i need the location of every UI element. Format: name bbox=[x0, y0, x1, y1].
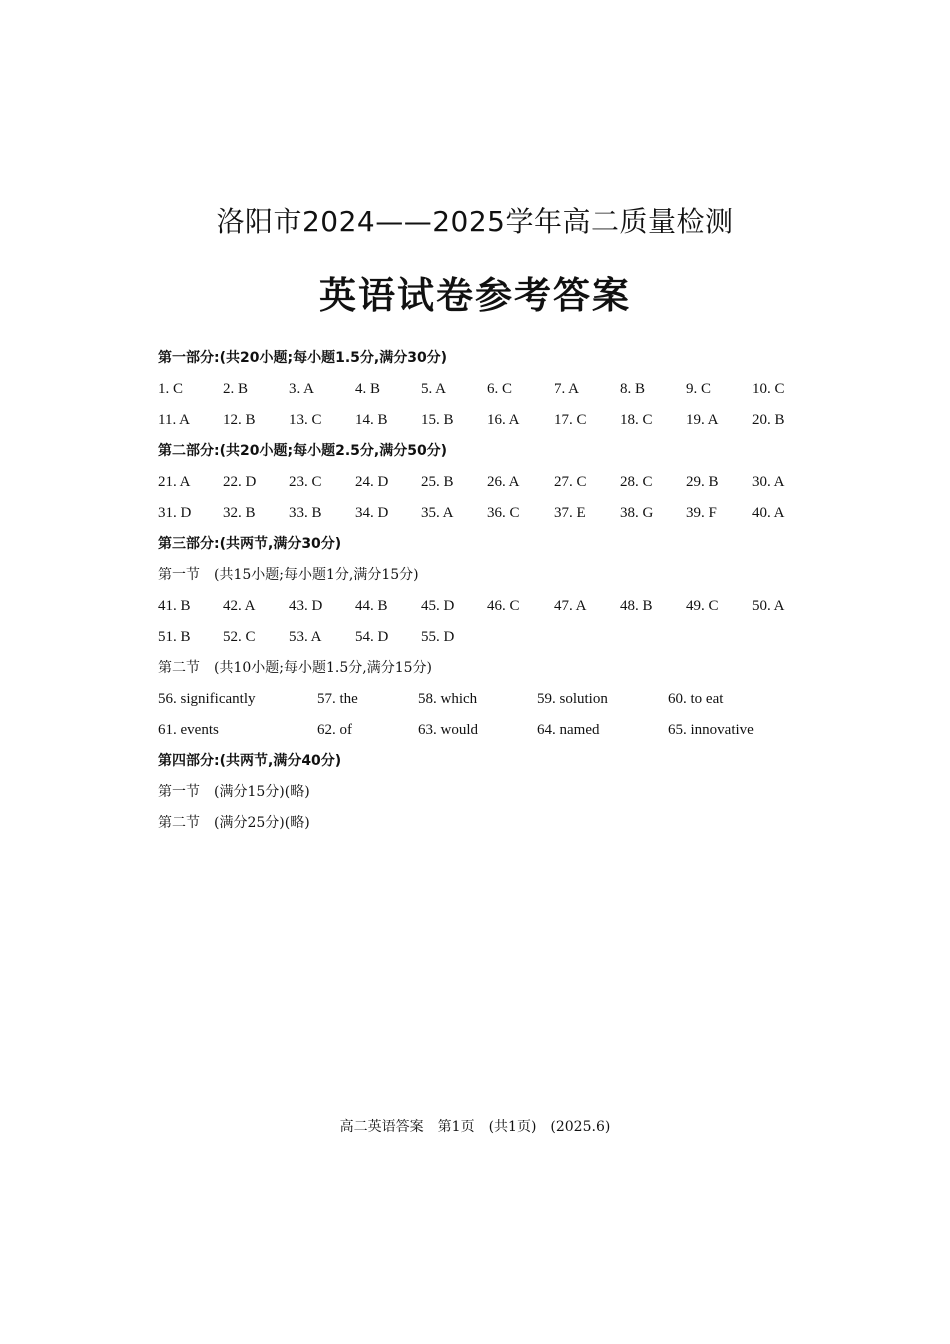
answer-item: 54. D bbox=[355, 629, 389, 645]
answer-item: 32. B bbox=[223, 505, 256, 521]
answer-item: 41. B bbox=[158, 598, 191, 614]
answer-item: 55. D bbox=[421, 629, 455, 645]
answer-item: 8. B bbox=[620, 381, 646, 397]
answer-item: 31. D bbox=[158, 505, 192, 521]
answer-item: 9. C bbox=[686, 381, 712, 397]
answer-row bbox=[158, 467, 798, 498]
answer-row bbox=[158, 405, 798, 436]
answer-item: 40. A bbox=[752, 505, 785, 521]
fill-answer-item: 65. innovative bbox=[668, 722, 754, 738]
fill-answer-item: 59. solution bbox=[537, 691, 608, 707]
answer-item: 46. C bbox=[487, 598, 520, 614]
part4-section1-heading: 第一节 (满分15分)(略) bbox=[158, 784, 310, 800]
answer-item: 52. C bbox=[223, 629, 256, 645]
answer-item: 48. B bbox=[620, 598, 653, 614]
answer-item: 25. B bbox=[421, 474, 454, 490]
answer-item: 5. A bbox=[421, 381, 447, 397]
answer-item: 10. C bbox=[752, 381, 785, 397]
answer-item: 38. G bbox=[620, 505, 654, 521]
answer-item: 13. C bbox=[289, 412, 322, 428]
answer-content bbox=[158, 343, 798, 839]
answer-item: 17. C bbox=[554, 412, 587, 428]
answer-item: 30. A bbox=[752, 474, 785, 490]
answer-item: 7. A bbox=[554, 381, 580, 397]
answer-row bbox=[158, 498, 798, 529]
answer-item: 26. A bbox=[487, 474, 520, 490]
answer-item: 6. C bbox=[487, 381, 513, 397]
answer-item: 14. B bbox=[355, 412, 388, 428]
answer-item: 34. D bbox=[355, 505, 389, 521]
answer-item: 20. B bbox=[752, 412, 785, 428]
answer-item: 15. B bbox=[421, 412, 454, 428]
answer-item: 16. A bbox=[487, 412, 520, 428]
answer-item: 42. A bbox=[223, 598, 256, 614]
fill-answer-item: 61. events bbox=[158, 722, 219, 738]
answer-item: 39. F bbox=[686, 505, 717, 521]
answer-item: 33. B bbox=[289, 505, 322, 521]
answer-item: 47. A bbox=[554, 598, 587, 614]
answer-item: 27. C bbox=[554, 474, 587, 490]
answer-item: 29. B bbox=[686, 474, 719, 490]
fill-answer-item: 56. significantly bbox=[158, 691, 256, 707]
answer-item: 50. A bbox=[752, 598, 785, 614]
answer-item: 4. B bbox=[355, 381, 381, 397]
answer-item: 12. B bbox=[223, 412, 256, 428]
answer-row bbox=[158, 591, 798, 622]
answer-item: 23. C bbox=[289, 474, 322, 490]
part4-section2-heading: 第二节 (满分25分)(略) bbox=[158, 815, 310, 831]
fill-answer-item: 64. named bbox=[537, 722, 600, 738]
answer-item: 36. C bbox=[487, 505, 520, 521]
answer-item: 44. B bbox=[355, 598, 388, 614]
fill-answer-row bbox=[158, 715, 798, 746]
part4-heading: 第四部分:(共两节,满分40分) bbox=[158, 753, 342, 769]
answer-item: 49. C bbox=[686, 598, 719, 614]
answer-item: 51. B bbox=[158, 629, 191, 645]
answer-item: 35. A bbox=[421, 505, 454, 521]
part3-heading: 第三部分:(共两节,满分30分) bbox=[158, 536, 342, 552]
part1-heading: 第一部分:(共20小题;每小题1.5分,满分30分) bbox=[158, 350, 448, 366]
answer-item: 43. D bbox=[289, 598, 323, 614]
fill-answer-item: 62. of bbox=[317, 722, 352, 738]
fill-answer-item: 58. which bbox=[418, 691, 478, 707]
document-title: 洛阳市2024——2025学年高二质量检测 bbox=[216, 205, 734, 238]
answer-row bbox=[158, 374, 798, 405]
answer-item: 53. A bbox=[289, 629, 322, 645]
answer-item: 45. D bbox=[421, 598, 455, 614]
answer-item: 1. C bbox=[158, 381, 184, 397]
fill-answer-item: 60. to eat bbox=[668, 691, 724, 707]
part3-section1-heading: 第一节 (共15小题;每小题1分,满分15分) bbox=[158, 567, 419, 583]
answer-item: 21. A bbox=[158, 474, 191, 490]
answer-item: 18. C bbox=[620, 412, 653, 428]
answer-item: 11. A bbox=[158, 412, 190, 428]
part2-heading: 第二部分:(共20小题;每小题2.5分,满分50分) bbox=[158, 443, 448, 459]
answer-item: 37. E bbox=[554, 505, 586, 521]
fill-answer-item: 57. the bbox=[317, 691, 358, 707]
fill-answer-row bbox=[158, 684, 798, 715]
fill-answer-item: 63. would bbox=[418, 722, 478, 738]
part3-section2-heading: 第二节 (共10小题;每小题1.5分,满分15分) bbox=[158, 660, 432, 676]
answer-item: 28. C bbox=[620, 474, 653, 490]
answer-item: 22. D bbox=[223, 474, 257, 490]
page-footer: 高二英语答案 第1页 (共1页) (2025.6) bbox=[339, 1119, 611, 1135]
answer-item: 24. D bbox=[355, 474, 389, 490]
answer-item: 2. B bbox=[223, 381, 249, 397]
answer-row bbox=[158, 622, 798, 653]
answer-item: 3. A bbox=[289, 381, 315, 397]
document-subtitle: 英语试卷参考答案 bbox=[319, 273, 631, 317]
answer-item: 19. A bbox=[686, 412, 719, 428]
